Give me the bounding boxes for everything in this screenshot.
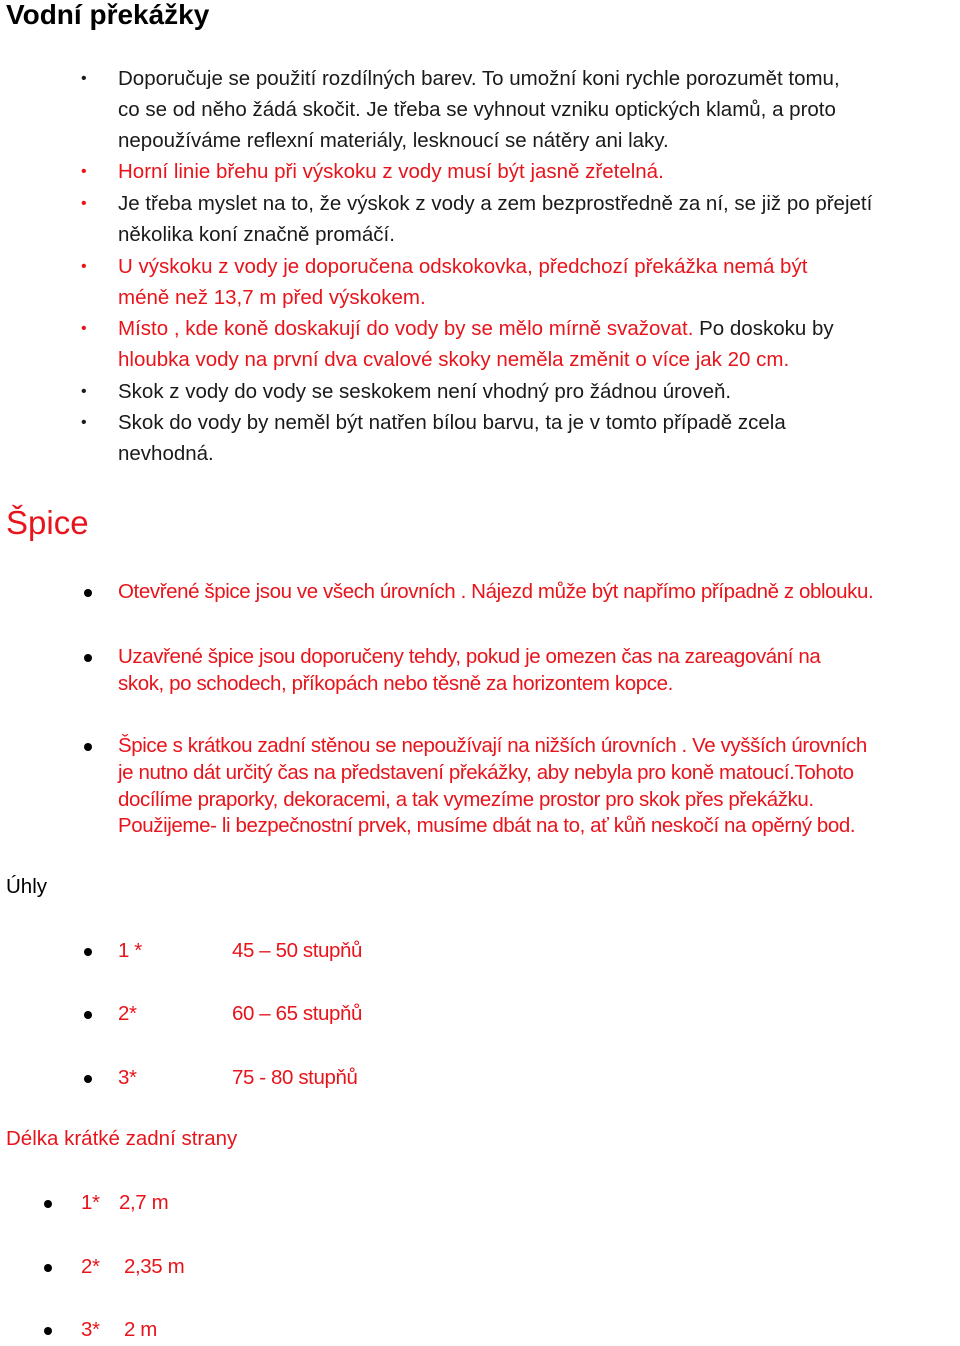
angle-level: 1 * xyxy=(118,939,142,962)
list-item-line: Je třeba myslet na to, že výskok z vody a zem bezprostředně za ní, se již po přejetí xyxy=(118,192,873,215)
bullet-icon: • xyxy=(81,70,87,87)
bullet-icon xyxy=(84,1011,92,1019)
bullet-icon: • xyxy=(81,258,87,275)
list-item-line: Otevřené špice jsou ve všech úrovních . Nájezd může být napřímo případně z oblouku. xyxy=(118,580,874,603)
bullet-icon: • xyxy=(81,383,87,400)
back-length-value: 2,7 m xyxy=(119,1191,169,1214)
list-item-line: U výskoku z vody je doporučena odskokovka, předchozí překážka nemá být xyxy=(118,255,808,278)
bullet-icon xyxy=(84,743,92,751)
angle-value: 60 – 65 stupňů xyxy=(232,1002,363,1025)
list-item-line: Skok z vody do vody se seskokem není vhodný pro žádnou úroveň. xyxy=(118,380,732,403)
bullet-icon xyxy=(84,948,92,956)
back-length-level: 2* xyxy=(81,1255,100,1278)
bullet-icon xyxy=(84,1075,92,1083)
bullet-icon xyxy=(44,1264,52,1272)
bullet-icon xyxy=(44,1327,52,1335)
list-item-line: Skok do vody by neměl být natřen bílou barvu, ta je v tomto případě zcela xyxy=(118,411,786,434)
back-length-level: 1* xyxy=(81,1191,100,1214)
angle-value: 75 - 80 stupňů xyxy=(232,1066,358,1089)
bullet-icon: • xyxy=(81,163,87,180)
bullet-icon: • xyxy=(81,414,87,431)
angle-level: 3* xyxy=(118,1066,137,1089)
back-length-value: 2,35 m xyxy=(124,1255,185,1278)
list-item-continuation: Po doskoku by xyxy=(693,317,834,340)
list-item-line: Doporučuje se použití rozdílných barev. To umožní koni rychle porozumět tomu, xyxy=(118,67,840,90)
bullet-icon: • xyxy=(81,195,87,212)
list-item-line: Horní linie břehu při výskoku z vody musí být jasně zřetelná. xyxy=(118,160,664,183)
list-item-line xyxy=(118,313,834,344)
bullet-icon xyxy=(84,654,92,662)
list-item-line: méně než 13,7 m před výskokem. xyxy=(118,286,426,309)
spice-section-title: Špice xyxy=(6,504,89,541)
list-item-line: nevhodná. xyxy=(118,442,214,465)
list-item-line: hloubka vody na první dva cvalové skoky neměla změnit o více jak 20 cm. xyxy=(118,348,790,371)
angle-level: 2* xyxy=(118,1002,137,1025)
list-item-line: skok, po schodech, příkopách nebo těsně za horizontem kopce. xyxy=(118,672,673,695)
water-section-title: Vodní překážky xyxy=(6,0,210,30)
list-item-line: je nutno dát určitý čas na představení překážky, aby nebyla pro koně matoucí.Tohoto xyxy=(118,761,854,784)
list-item-line: Špice s krátkou zadní stěnou se nepoužívají na nižších úrovních . Ve vyšších úrovních xyxy=(118,734,867,757)
bullet-icon xyxy=(84,589,92,597)
list-item-line: nepoužíváme reflexní materiály, lesknoucí se nátěry ani laky. xyxy=(118,129,669,152)
list-item-line: Uzavřené špice jsou doporučeny tehdy, pokud je omezen čas na zareagování na xyxy=(118,645,821,668)
back-length-section-title: Délka krátké zadní strany xyxy=(6,1127,238,1150)
list-item-line: Použijeme- li bezpečnostní prvek, musíme dbát na to, ať kůň neskočí na opěrný bod. xyxy=(118,814,856,837)
angle-value: 45 – 50 stupňů xyxy=(232,939,363,962)
list-item-line: několika koní značně promáčí. xyxy=(118,223,395,246)
bullet-icon xyxy=(44,1200,52,1208)
list-item-line: co se od něho žádá skočit. Je třeba se vyhnout vzniku optických klamů, a proto xyxy=(118,98,836,121)
bullet-icon: • xyxy=(81,320,87,337)
list-item-line: docílíme praporky, dekoracemi, a tak vymezíme prostor pro skok přes překážku. xyxy=(118,788,814,811)
angles-section-title: Úhly xyxy=(6,875,48,898)
back-length-level: 3* xyxy=(81,1318,100,1341)
list-item-text: Místo , kde koně doskakují do vody by se mělo mírně svažovat. xyxy=(118,317,694,340)
back-length-value: 2 m xyxy=(124,1318,157,1341)
